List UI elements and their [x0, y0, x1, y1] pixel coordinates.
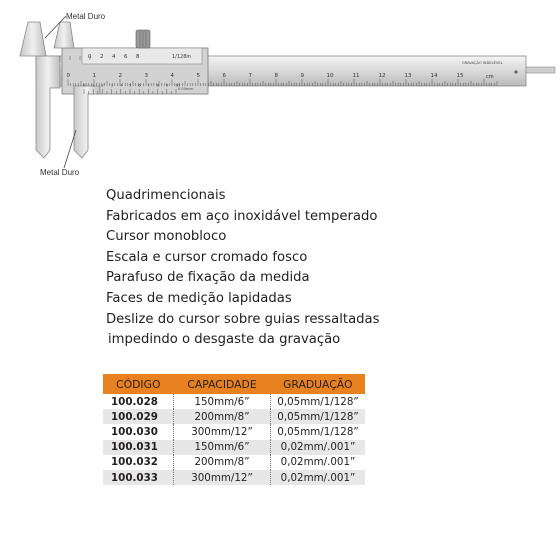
main-scale-number: 5 [196, 73, 200, 79]
main-scale-number: 4 [170, 73, 174, 79]
header-capacity: CAPACIDADE [174, 374, 271, 394]
table-row [103, 394, 365, 409]
vernier-number: 9 [165, 82, 169, 88]
feature-item: Escala e cursor cromado fosco [106, 249, 308, 265]
table-row [103, 424, 365, 439]
top-scale-number: 2 [100, 54, 104, 60]
feature-item: Fabricados em aço inoxidável temperado [106, 208, 378, 224]
cell-graduation: 0,02mm/.001” [271, 455, 366, 470]
cell-capacity: 200mm/8” [174, 455, 271, 470]
vernier-label: 0.05mm [178, 87, 194, 91]
main-scale-number: 10 [326, 73, 334, 79]
cell-code: 100.028 [103, 394, 174, 409]
cell-graduation: 0,05mm/1/128” [271, 409, 366, 424]
main-scale-number: 3 [144, 73, 148, 79]
feature-item: Parafuso de fixação da medida [106, 270, 310, 286]
cell-capacity: 300mm/12” [174, 470, 271, 485]
beam-rivet [514, 70, 517, 73]
table-header-row [103, 374, 365, 394]
table-row [103, 470, 365, 485]
top-scale-number: 4 [112, 54, 116, 60]
table-row [103, 440, 365, 455]
feature-item: Faces de medição lapidadas [106, 290, 292, 306]
cell-graduation: 0,05mm/1/128” [271, 424, 366, 439]
cell-code: 100.033 [103, 470, 174, 485]
top-fraction-label: 1/128in [172, 54, 191, 60]
header-code: CÓDIGO [103, 374, 174, 394]
main-scale-number: 0 [66, 73, 70, 79]
cell-code: 100.031 [103, 440, 174, 455]
main-scale-number: 9 [300, 73, 304, 79]
main-scale-number: 1 [92, 73, 96, 79]
cell-code: 100.032 [103, 455, 174, 470]
moving-jaw [74, 86, 100, 158]
top-scale-number: 6 [124, 54, 128, 60]
main-scale-number: 7 [248, 73, 252, 79]
table-row [103, 409, 365, 424]
feature-item: Cursor monobloco [106, 229, 227, 245]
spec-table [103, 374, 365, 485]
header-graduation: GRADUAÇÃO [271, 374, 366, 394]
cell-graduation: 0,02mm/.001” [271, 470, 366, 485]
top-scale-number: 0 [88, 54, 92, 60]
cell-capacity: 200mm/8” [174, 409, 271, 424]
cell-capacity: 150mm/6” [174, 394, 271, 409]
cell-capacity: 300mm/12” [174, 424, 271, 439]
main-scale-number: 13 [404, 73, 412, 79]
callout-top-label: Metal Duro [66, 12, 106, 21]
table-row [103, 455, 365, 470]
main-scale-number: 14 [430, 73, 438, 79]
cell-graduation: 0,02mm/.001” [271, 440, 366, 455]
cell-code: 100.030 [103, 424, 174, 439]
cell-code: 100.029 [103, 409, 174, 424]
main-scale-number: 6 [222, 73, 226, 79]
vernier-number: 3 [110, 82, 114, 88]
vernier-number: 0 [83, 82, 86, 88]
main-scale-number: 12 [378, 73, 386, 79]
fixed-upper-jaw [20, 22, 46, 56]
vernier-number: 5 [129, 82, 132, 88]
main-scale-number: 8 [274, 73, 278, 79]
feature-list [106, 186, 380, 351]
feature-item: Quadrimencionais [106, 188, 226, 203]
vernier-number: 7 [147, 82, 150, 88]
vernier-number: 1 [92, 82, 95, 88]
caliper-illustration [0, 0, 560, 190]
feature-item: impedindo o desgaste da gravação [108, 332, 341, 348]
feature-item: Deslize do cursor sobre guias ressaltadas [106, 311, 380, 327]
main-scale-number: 15 [456, 73, 464, 79]
main-scale-number: 11 [352, 73, 360, 79]
vernier-number: 6 [138, 82, 141, 88]
fixed-jaw [36, 56, 60, 158]
cell-graduation: 0,05mm/1/128” [271, 394, 366, 409]
callout-bottom-label: Metal Duro [40, 168, 80, 177]
vernier-number: 10 [175, 82, 180, 88]
vernier-number: 4 [119, 82, 123, 88]
main-scale-number: 2 [118, 73, 122, 79]
top-scale-number: 8 [136, 54, 140, 60]
vernier-number: 2 [101, 82, 104, 88]
main-scale-unit: cm [486, 74, 494, 80]
cell-capacity: 150mm/6” [174, 440, 271, 455]
engraving-label: GRAVAÇÃO INDELÉVEL [462, 61, 503, 65]
vernier-number: 8 [156, 82, 160, 88]
